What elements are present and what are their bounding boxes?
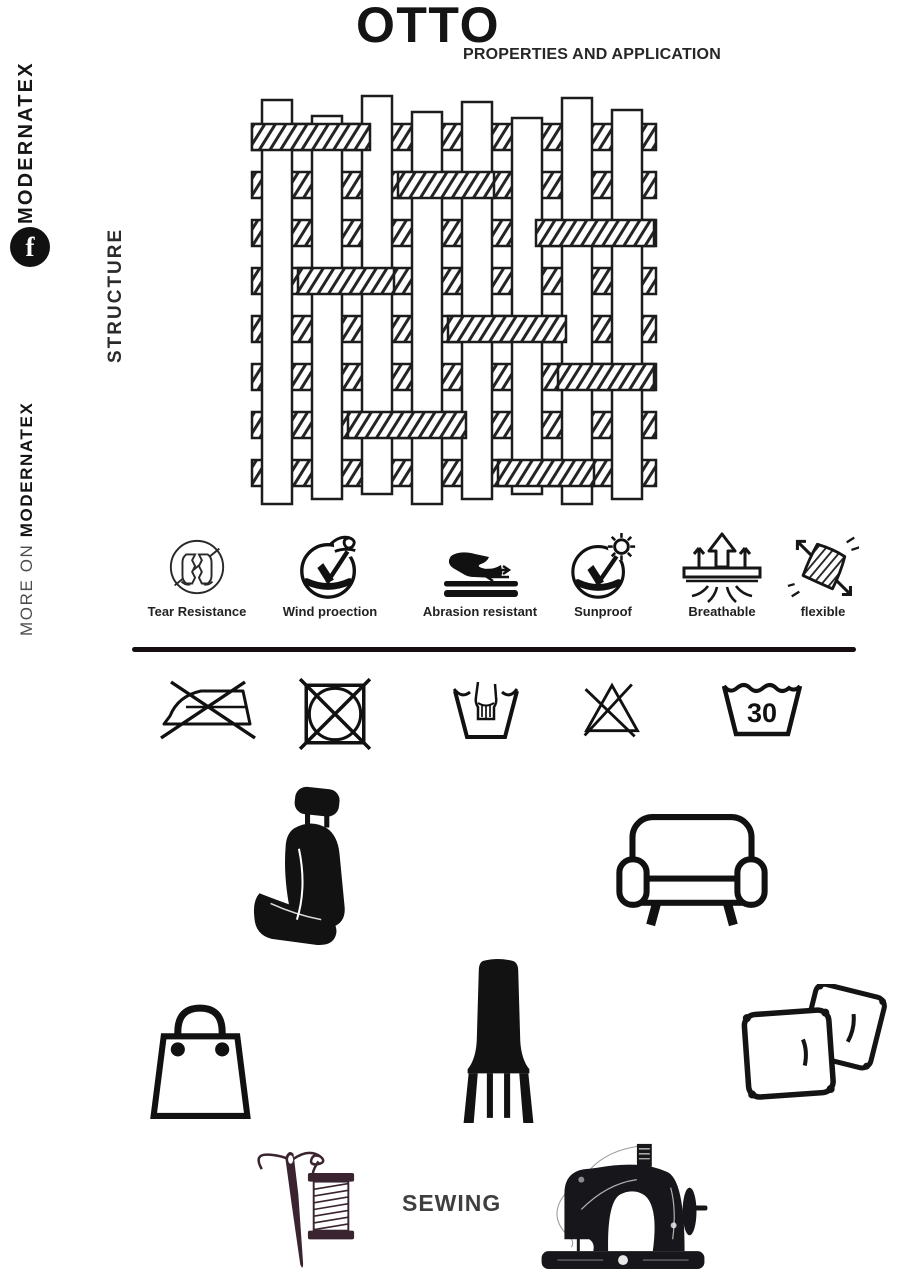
do-not-iron-icon bbox=[156, 676, 258, 742]
bag-icon bbox=[142, 996, 259, 1122]
property-wind-protection bbox=[265, 532, 395, 619]
property-sunproof bbox=[538, 532, 668, 619]
property-label: Sunproof bbox=[574, 604, 632, 619]
sewing-machine-icon bbox=[536, 1132, 713, 1273]
more-on-prefix: MORE ON bbox=[17, 537, 36, 636]
pillows-icon bbox=[733, 984, 890, 1110]
structure-label: STRUCTURE bbox=[105, 227, 126, 363]
wash-temperature-value: 30 bbox=[746, 698, 778, 728]
weave-structure-svg bbox=[250, 94, 660, 508]
property-tear-resistance bbox=[132, 532, 262, 619]
needle-and-thread-icon bbox=[250, 1146, 362, 1273]
property-label: flexible bbox=[800, 604, 846, 619]
section-divider bbox=[132, 647, 856, 652]
sewing-label: SEWING bbox=[402, 1190, 502, 1216]
wash-30-degrees-icon bbox=[719, 676, 805, 738]
do-not-tumble-dry-icon bbox=[297, 676, 373, 752]
facebook-letter: f bbox=[25, 231, 35, 262]
brand-vertical-text: MODERNATEX bbox=[15, 61, 37, 224]
sunproof-icon bbox=[538, 532, 668, 602]
sofa-icon bbox=[616, 812, 768, 928]
property-flexible bbox=[758, 532, 888, 619]
property-label: Wind proection bbox=[282, 604, 378, 619]
abrasion-resistant-icon bbox=[415, 532, 545, 602]
property-label: Tear Resistance bbox=[147, 604, 247, 619]
property-label: Breathable bbox=[688, 604, 756, 619]
hand-wash-icon bbox=[450, 676, 522, 744]
property-abrasion-resistant bbox=[415, 532, 545, 619]
more-on-text bbox=[18, 402, 35, 636]
car-seat-cover-icon bbox=[244, 786, 366, 950]
tear-resistance-icon bbox=[132, 532, 262, 602]
weave-structure-image bbox=[250, 94, 660, 508]
wind-protection-icon bbox=[265, 532, 395, 602]
facebook-icon[interactable] bbox=[10, 227, 50, 267]
page-subtitle: PROPERTIES AND APPLICATION bbox=[463, 46, 721, 63]
more-on-brand: MODERNATEX bbox=[17, 401, 36, 538]
do-not-bleach-icon bbox=[578, 676, 646, 742]
flexible-icon bbox=[758, 532, 888, 602]
chair-cover-icon bbox=[455, 958, 542, 1128]
property-label: Abrasion resistant bbox=[422, 604, 538, 619]
page-title: OTTO bbox=[356, 0, 500, 53]
